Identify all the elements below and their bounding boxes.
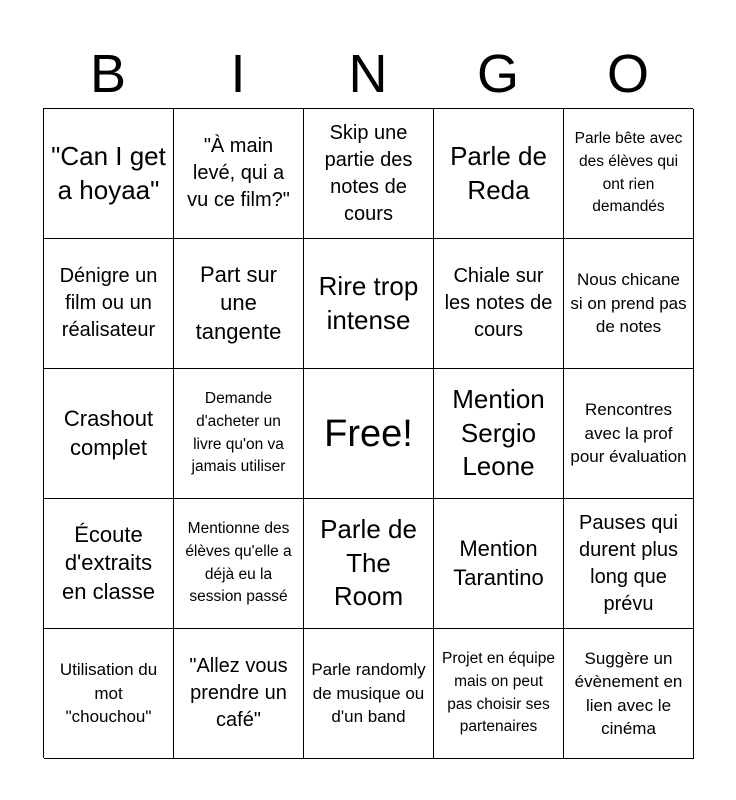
bingo-header (43, 40, 693, 108)
cell-text: Projet en équipe mais on peut pas choisir ses partenaires (442, 649, 555, 736)
bingo-board (43, 108, 693, 758)
cell-text: Mention Sergio Leone (452, 383, 545, 482)
cell-text: Skip une partie des notes de cours (324, 121, 413, 225)
cell-text: Part sur une tangente (195, 261, 282, 344)
bingo-cell-r2c3[interactable] (304, 239, 434, 369)
cell-text: Mentionne des élèves qu'elle a déjà eu la session passé (185, 519, 292, 606)
header-letter-b: B (89, 44, 127, 104)
cell-text: Parle randomly de musique ou d'un band (311, 660, 426, 727)
cell-text: "À main levé, qui a vu ce film?" (187, 135, 290, 211)
bingo-cell-r1c1[interactable] (44, 109, 174, 239)
bingo-cell-r5c3[interactable] (304, 629, 434, 759)
bingo-cell-r4c1[interactable] (44, 499, 174, 629)
bingo-cell-r1c2[interactable] (174, 109, 304, 239)
cell-text: Parle bête avec des élèves qui ont rien demandés (574, 129, 683, 216)
cell-text: Chiale sur les notes de cours (444, 265, 553, 341)
cell-text: Parle de Reda (450, 140, 547, 205)
bingo-cell-r3c5[interactable] (564, 369, 694, 499)
bingo-cell-r1c3[interactable] (304, 109, 434, 239)
bingo-cell-free[interactable] (304, 369, 434, 499)
bingo-cell-r1c4[interactable] (434, 109, 564, 239)
cell-text: Mention Tarantino (453, 535, 544, 590)
cell-text: Nous chicane si on prend pas de notes (570, 270, 687, 337)
cell-text: Rire trop intense (318, 270, 419, 335)
bingo-cell-r2c4[interactable] (434, 239, 564, 369)
cell-text: "Allez vous prendre un café" (189, 655, 288, 731)
bingo-cell-r3c2[interactable] (174, 369, 304, 499)
cell-text: "Can I get a hoyaa" (51, 140, 166, 205)
bingo-cell-r3c1[interactable] (44, 369, 174, 499)
cell-text: Suggère un évènement en lien avec le cinéma (574, 648, 683, 738)
cell-text: Utilisation du mot "chouchou" (59, 660, 158, 727)
header-letter-i: I (230, 44, 246, 104)
free-space-text: Free! (324, 412, 413, 455)
bingo-cell-r5c2[interactable] (174, 629, 304, 759)
header-letter-g: G (476, 44, 519, 104)
bingo-cell-r2c2[interactable] (174, 239, 304, 369)
cell-text: Rencontres avec la prof pour évaluation (570, 400, 687, 467)
cell-text: Pauses qui durent plus long que prévu (579, 511, 678, 615)
bingo-cell-r2c5[interactable] (564, 239, 694, 369)
bingo-cell-r4c2[interactable] (174, 499, 304, 629)
header-letter-n: N (348, 44, 388, 104)
bingo-cell-r5c4[interactable] (434, 629, 564, 759)
cell-text: Demande d'acheter un livre qu'on va jamais utiliser (191, 389, 286, 476)
cell-text: Crashout complet (63, 405, 154, 460)
bingo-cell-r3c4[interactable] (434, 369, 564, 499)
bingo-cell-r5c1[interactable] (44, 629, 174, 759)
bingo-cell-r4c4[interactable] (434, 499, 564, 629)
cell-text: Écoute d'extraits en classe (62, 521, 155, 604)
header-letter-o: O (606, 44, 649, 104)
bingo-cell-r5c5[interactable] (564, 629, 694, 759)
bingo-cell-r4c5[interactable] (564, 499, 694, 629)
cell-text: Dénigre un film ou un réalisateur (59, 265, 158, 341)
bingo-cell-r1c5[interactable] (564, 109, 694, 239)
cell-text: Parle de The Room (320, 513, 417, 612)
bingo-cell-r2c1[interactable] (44, 239, 174, 369)
bingo-cell-r4c3[interactable] (304, 499, 434, 629)
